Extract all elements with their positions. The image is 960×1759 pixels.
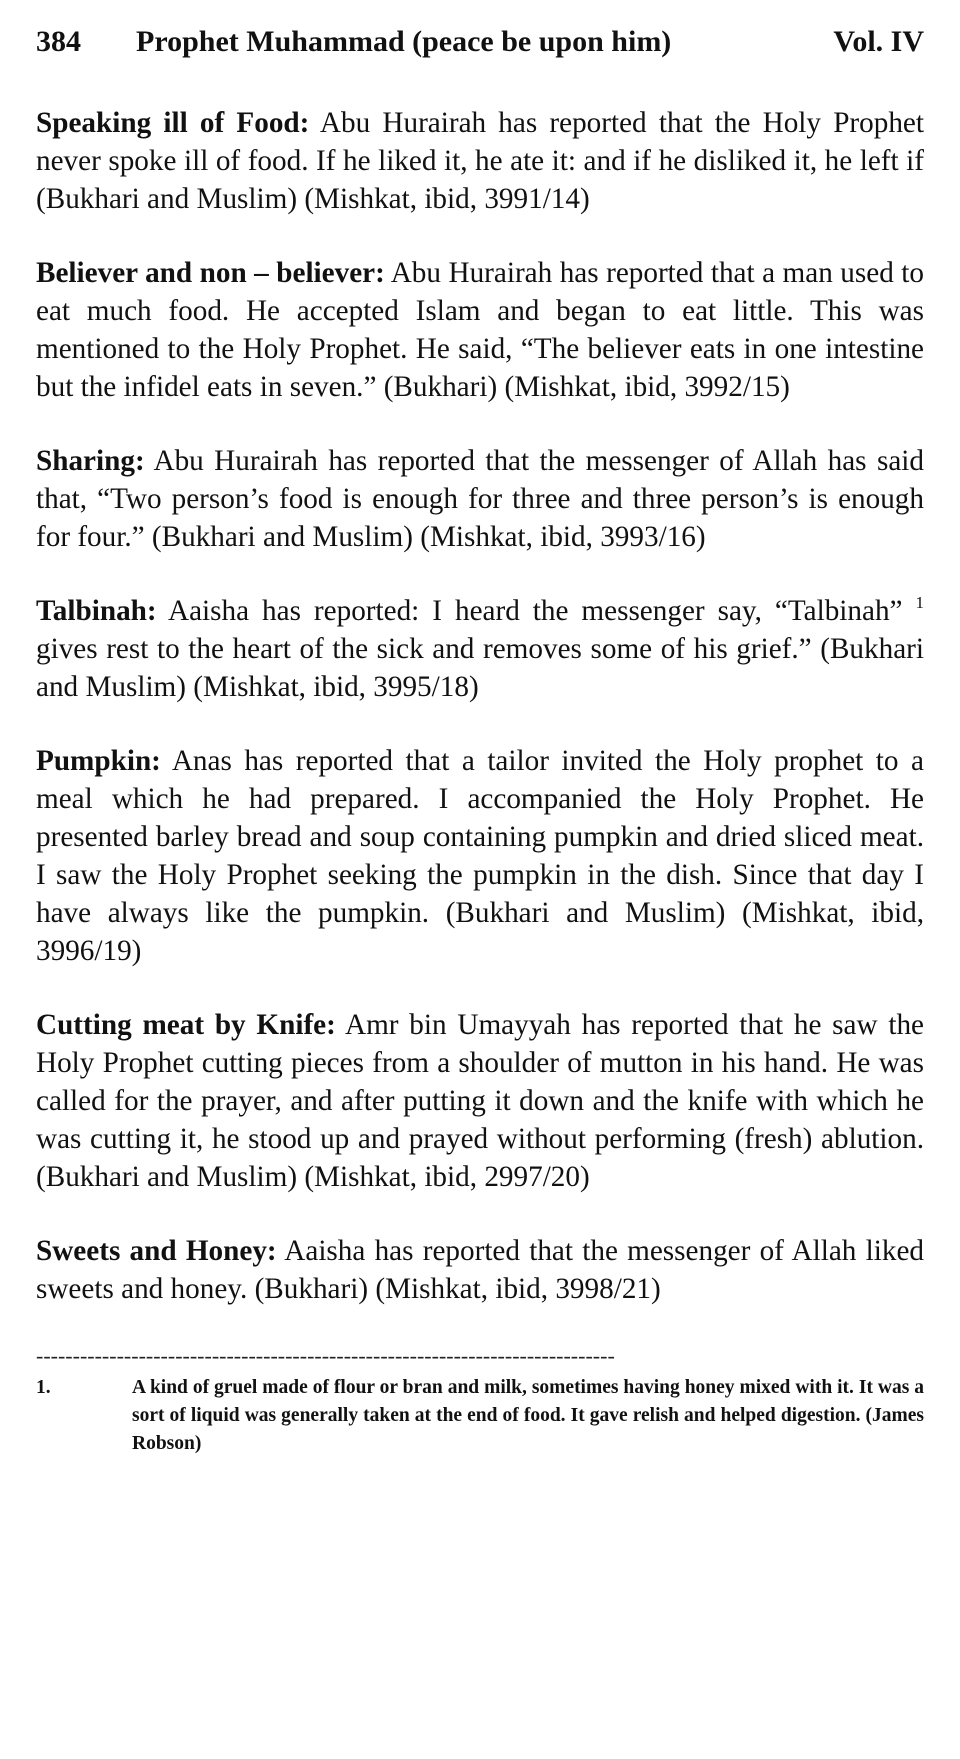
document-page xyxy=(36,22,924,1458)
body-text xyxy=(36,104,924,1308)
paragraph-speaking-ill-of-food xyxy=(36,104,924,218)
paragraph-cutting-meat-by-knife xyxy=(36,1006,924,1196)
paragraph-text: Abu Hurairah has reported that a man used to eat much food. He accepted Islam and began to eat little. This was mentioned to the Holy Prophet. He said, “The believer eats in one intestine but the infidel eats in seven.” (Bukhari) (Mishkat, ibid, 3992/15) xyxy=(36,257,924,403)
footnote-separator: ------------------------------------------------------------------------------- xyxy=(36,1344,615,1368)
paragraph-text: gives rest to the heart of the sick and removes some of his grief.” (Bukhari and Muslim) (Mishkat, ibid, 3995/18) xyxy=(36,633,924,703)
footnote xyxy=(36,1374,924,1458)
volume-label: Vol. IV xyxy=(833,25,924,58)
paragraph-text: Abu Hurairah has reported that the messenger of Allah has said that, “Two person’s food is enough for three and three person’s is enough for four.” (Bukhari and Muslim) (Mishkat, ibid, 3993/16) xyxy=(36,445,924,553)
footnote-number: 1. xyxy=(36,1377,51,1398)
paragraph-believer-and-non-believer xyxy=(36,254,924,406)
paragraph-heading: Pumpkin: xyxy=(36,745,161,777)
paragraph-sharing xyxy=(36,442,924,556)
paragraph-text: Abu Hurairah has reported that the Holy Prophet never spoke ill of food. If he liked it, he ate it: and if he disliked it, he left if (Bukhari and Muslim) (Mishkat, ibid, 3991/14) xyxy=(36,107,924,215)
paragraph-heading: Sweets and Honey: xyxy=(36,1235,277,1267)
footnote-text: A kind of gruel made of flour or bran and milk, sometimes having honey mixed with it. It was a sort of liquid was generally taken at the end of food. It gave relish and helped digestion. (James Robson) xyxy=(132,1377,924,1454)
paragraph-heading: Believer and non – believer: xyxy=(36,257,385,289)
page-number: 384 xyxy=(36,25,81,58)
footnote-reference: 1 xyxy=(915,593,924,612)
paragraph-sweets-and-honey xyxy=(36,1232,924,1308)
paragraph-text: Aaisha has reported: I heard the messenger say, “Talbinah” xyxy=(156,595,916,627)
paragraph-text: Amr bin Umayyah has reported that he saw the Holy Prophet cutting pieces from a shoulder of mutton in his hand. He was called for the prayer, and after putting it down and the knife with which he was cutting it, he stood up and prayed without performing (fresh) ablution. (Bukhari and Muslim) (Mishkat, ibid, 2997/20) xyxy=(36,1009,924,1193)
paragraph-heading: Sharing: xyxy=(36,445,145,477)
paragraph-pumpkin xyxy=(36,742,924,970)
paragraph-heading: Cutting meat by Knife: xyxy=(36,1009,336,1041)
paragraph-heading: Talbinah: xyxy=(36,595,157,627)
page-header xyxy=(36,22,924,62)
paragraph-text: Anas has reported that a tailor invited the Holy prophet to a meal which he had prepared. I accompanied the Holy Prophet. He presented barley bread and soup containing pumpkin and dried sliced meat. I saw the Holy Prophet seeking the pumpkin in the dish. Since that day I have always like the pumpkin. (Bukhari and Muslim) (Mishkat, ibid, 3996/19) xyxy=(36,745,924,967)
paragraph-text: Aaisha has reported that the messenger of Allah liked sweets and honey. (Bukhari) (Mishkat, ibid, 3998/21) xyxy=(36,1235,924,1305)
paragraph-talbinah xyxy=(36,592,924,706)
running-title: Prophet Muhammad (peace be upon him) xyxy=(136,25,672,58)
paragraph-heading: Speaking ill of Food: xyxy=(36,107,310,139)
